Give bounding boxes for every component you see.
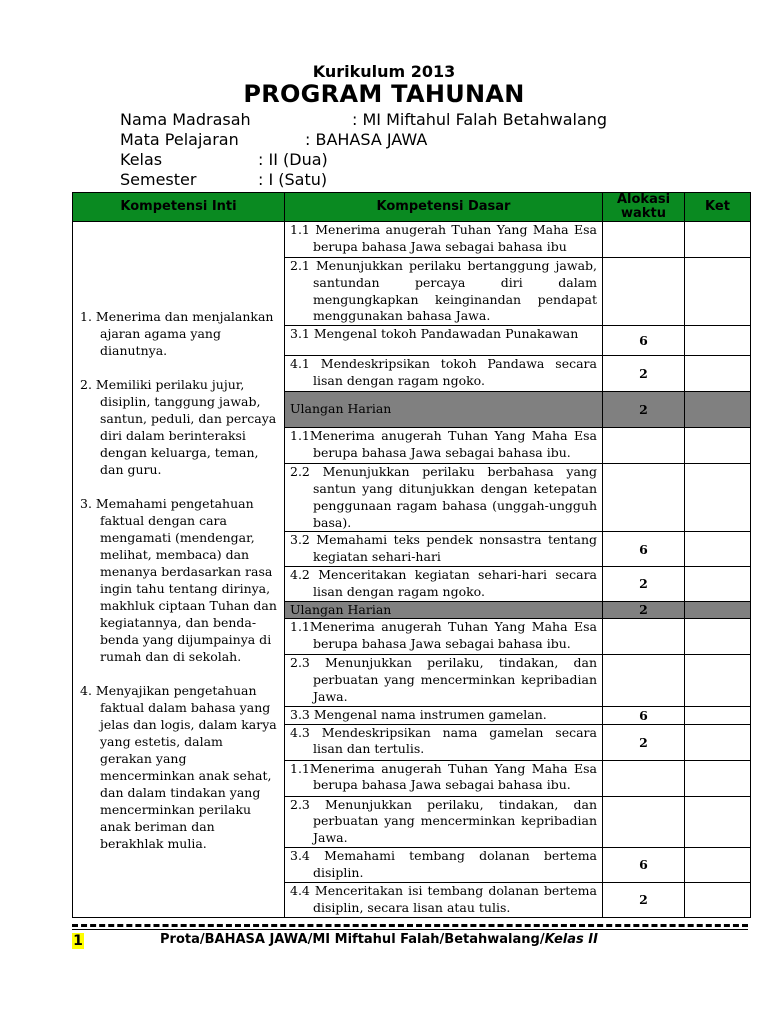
ket-cell (685, 566, 751, 601)
kompetensi-dasar-cell (285, 760, 603, 796)
kd-text: 2.3 Menunjukkan perilaku, tindakan, dan perbuatan yang mencerminkan kepribadian Jawa. (290, 796, 597, 846)
kompetensi-dasar-cell (285, 655, 603, 706)
kompetensi-dasar-cell (285, 326, 603, 356)
kd-text: 1.1 Menerima anugerah Tuhan Yang Maha Esa berupa bahasa Jawa sebagai bahasa ibu (290, 222, 597, 254)
ket-cell (685, 601, 751, 619)
kompetensi-dasar-cell (285, 428, 603, 464)
kompetensi-dasar-cell (285, 356, 603, 392)
alokasi-waktu-cell (603, 222, 685, 258)
footer-path: Prota/BAHASA JAWA/MI Miftahul Falah/Betahwalang/ (160, 932, 545, 947)
kompetensi-dasar-cell (285, 566, 603, 601)
ket-cell (685, 464, 751, 532)
kompetensi-dasar-cell (285, 222, 603, 258)
header-alokasi-waktu: Alokasi waktu (603, 193, 685, 222)
meta-value: : BAHASA JAWA (305, 130, 428, 149)
kd-text: Ulangan Harian (290, 401, 392, 417)
alokasi-waktu-cell (603, 655, 685, 706)
alokasi-waktu-cell (603, 619, 685, 655)
table-row (73, 222, 751, 258)
ki-item: 1. Menerima dan menjalankan ajaran agama yang dianutnya. (80, 309, 274, 358)
ket-cell (685, 882, 751, 917)
kd-text: 3.4 Memahami tembang dolanan bertema disiplin. (290, 847, 597, 880)
alokasi-waktu-cell (603, 796, 685, 847)
ulangan-harian-cell (285, 392, 603, 428)
ket-cell (685, 724, 751, 760)
kompetensi-dasar-cell (285, 847, 603, 882)
kompetensi-dasar-cell (285, 724, 603, 760)
meta-row-madrasah (0, 110, 768, 130)
meta-row-mapel (0, 130, 768, 150)
ket-cell (685, 222, 751, 258)
page-number: 1 (73, 933, 83, 949)
kompetensi-dasar-cell (285, 532, 603, 567)
alokasi-waktu-cell: 6 (603, 326, 685, 356)
ki-item: 2. Memiliki perilaku jujur, disiplin, tanggung jawab, santun, peduli, dan percaya diri dalam berinteraksi dengan keluarga, teman, dan guru. (80, 377, 277, 477)
kd-text: 4.2 Menceritakan kegiatan sehari-hari secara lisan dengan ragam ngoko. (290, 566, 597, 599)
meta-row-semester (0, 170, 768, 190)
ket-cell (685, 796, 751, 847)
ket-cell (685, 760, 751, 796)
ket-cell (685, 392, 751, 428)
kd-text: 1.1Menerima anugerah Tuhan Yang Maha Esa berupa bahasa Jawa sebagai bahasa ibu. (290, 428, 597, 460)
footer-text (160, 932, 598, 947)
alokasi-waktu-cell (603, 464, 685, 532)
ket-cell (685, 706, 751, 724)
header-ket: Ket (685, 193, 751, 222)
meta-label: Kelas (120, 150, 163, 169)
alokasi-waktu-cell: 2 (603, 601, 685, 619)
ulangan-harian-cell (285, 601, 603, 619)
kd-text: 2.2 Menunjukkan perilaku berbahasa yang santun yang ditunjukkan dengan ketepatan penggunaan ragam bahasa (unggah-ungguh basa). (290, 464, 597, 530)
meta-value: : II (Dua) (258, 150, 328, 169)
alokasi-waktu-cell: 6 (603, 706, 685, 724)
alokasi-waktu-cell: 2 (603, 392, 685, 428)
page-title: PROGRAM TAHUNAN (243, 80, 525, 108)
kd-text: 2.3 Menunjukkan perilaku, tindakan, dan perbuatan yang mencerminkan kepribadian Jawa. (290, 655, 597, 704)
meta-label: Semester (120, 170, 197, 189)
kd-text: 3.2 Memahami teks pendek nonsastra tentang kegiatan sehari-hari (290, 532, 597, 565)
kompetensi-dasar-cell (285, 464, 603, 532)
kompetensi-dasar-cell (285, 706, 603, 724)
ket-cell (685, 258, 751, 326)
ket-cell (685, 356, 751, 392)
kd-text: 4.4 Menceritakan isi tembang dolanan bertema disiplin, secara lisan atau tulis. (290, 882, 597, 915)
alokasi-waktu-cell: 6 (603, 847, 685, 882)
ket-cell (685, 619, 751, 655)
alokasi-waktu-cell: 2 (603, 566, 685, 601)
header-kompetensi-inti: Kompetensi Inti (73, 193, 285, 222)
meta-value: : I (Satu) (258, 170, 328, 189)
kompetensi-dasar-cell (285, 619, 603, 655)
table-header-row (73, 193, 751, 222)
kd-text: 1.1Menerima anugerah Tuhan Yang Maha Esa berupa bahasa Jawa sebagai bahasa ibu. (290, 760, 597, 793)
alokasi-waktu-cell: 2 (603, 724, 685, 760)
kd-text: Ulangan Harian (290, 601, 392, 617)
kompetensi-dasar-cell (285, 258, 603, 326)
ki-item: 3. Memahami pengetahuan faktual dengan cara mengamati (mendengar, melihat, membaca) dan menanya berdasarkan rasa ingin tahu tentang dirinya, makhluk ciptaan Tuhan dan kegiatannya, dan benda-benda yang dijumpainya di rumah dan di sekolah. (80, 496, 277, 664)
ket-cell (685, 847, 751, 882)
kompetensi-dasar-cell (285, 796, 603, 847)
kompetensi-dasar-cell (285, 882, 603, 917)
ket-cell (685, 326, 751, 356)
kd-text: 1.1Menerima anugerah Tuhan Yang Maha Esa berupa bahasa Jawa sebagai bahasa ibu. (290, 619, 597, 652)
alokasi-waktu-cell (603, 428, 685, 464)
kd-text: 4.3 Mendeskripsikan nama gamelan secara lisan dan tertulis. (290, 724, 597, 757)
meta-row-kelas (0, 150, 768, 170)
ki-item: 4. Menyajikan pengetahuan faktual dalam bahasa yang jelas dan logis, dalam karya yang estetis, dalam gerakan yang mencerminkan anak sehat, dan dalam tindakan yang mencerminkan perilaku anak beriman dan berakhlak mulia. (80, 683, 277, 851)
meta-label: Mata Pelajaran (120, 130, 239, 149)
alokasi-waktu-cell: 6 (603, 532, 685, 567)
kd-text: 2.1 Menunjukkan perilaku bertanggung jawab, santundan percaya diri dalam mengungkapkan keinginandan pendapat menggunakan bahasa Jawa. (290, 258, 597, 324)
header-kompetensi-dasar: Kompetensi Dasar (285, 193, 603, 222)
program-table (72, 192, 751, 918)
curriculum-label: Kurikulum 2013 (312, 62, 456, 81)
alokasi-waktu-cell: 2 (603, 356, 685, 392)
footer-class: Kelas II (544, 932, 598, 947)
alokasi-waktu-cell: 2 (603, 882, 685, 917)
ket-cell (685, 428, 751, 464)
kd-text: 3.1 Mengenal tokoh Pandawadan Punakawan (290, 326, 579, 342)
ket-cell (685, 532, 751, 567)
kompetensi-inti-cell (73, 222, 285, 918)
meta-value: : MI Miftahul Falah Betahwalang (352, 110, 608, 129)
kd-text: 4.1 Mendeskripsikan tokoh Pandawa secara lisan dengan ragam ngoko. (290, 356, 597, 388)
ket-cell (685, 655, 751, 706)
alokasi-waktu-cell (603, 760, 685, 796)
meta-label: Nama Madrasah (120, 110, 251, 129)
footer-divider (72, 924, 748, 932)
alokasi-waktu-cell (603, 258, 685, 326)
kd-text: 3.3 Mengenal nama instrumen gamelan. (290, 706, 547, 722)
